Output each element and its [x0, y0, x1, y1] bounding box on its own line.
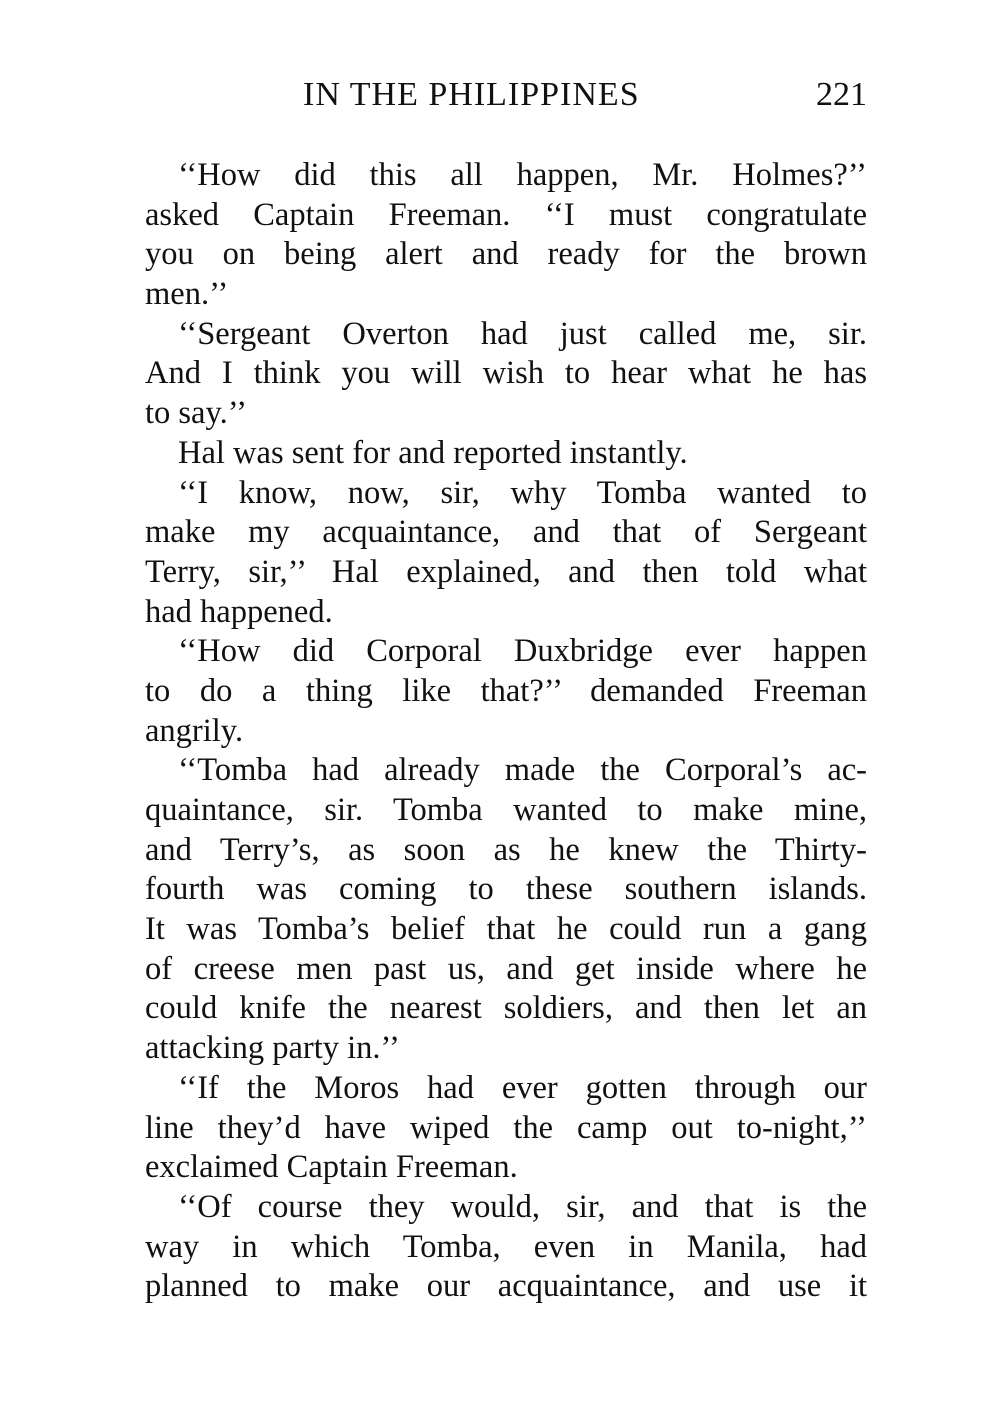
text-line: and Terry’s, as soon as he knew the Thirty-	[145, 831, 867, 868]
text-line: asked Captain Freeman. ‘‘I must congratulate	[145, 196, 867, 233]
body-text	[145, 156, 867, 1307]
text-line: ‘‘If the Moros had ever gotten through our	[178, 1069, 867, 1106]
text-line: make my acquaintance, and that of Sergeant	[145, 514, 867, 551]
text-line: Terry, sir,’’ Hal explained, and then told what	[145, 553, 867, 590]
running-title: IN THE PHILIPPINES	[303, 76, 640, 113]
text-line: you on being alert and ready for the brown	[145, 236, 867, 273]
text-line: ‘‘Tomba had already made the Corporal’s ac-	[178, 752, 867, 789]
page-number: 221	[816, 76, 867, 113]
text-line: attacking party in.’’	[145, 1030, 400, 1067]
text-line: angrily.	[145, 712, 244, 749]
text-line: to say.’’	[145, 395, 247, 432]
text-line: Hal was sent for and reported instantly.	[178, 434, 688, 471]
text-line: ‘‘How did Corporal Duxbridge ever happen	[178, 633, 867, 670]
text-line: quaintance, sir. Tomba wanted to make mine,	[145, 792, 867, 828]
text-line: planned to make our acquaintance, and use it	[145, 1268, 867, 1305]
text-line: ‘‘How did this all happen, Mr. Holmes?’’	[178, 157, 867, 193]
text-line: And I think you will wish to hear what he has	[145, 355, 867, 392]
text-line: ‘‘Of course they would, sir, and that is the	[178, 1188, 867, 1225]
running-head	[145, 70, 867, 120]
text-line: had happened.	[145, 593, 333, 630]
text-line: to do a thing like that?’’ demanded Freeman	[145, 672, 867, 709]
text-line: exclaimed Captain Freeman.	[145, 1149, 518, 1186]
text-line: It was Tomba’s belief that he could run a gang	[145, 911, 867, 948]
text-line: men.’’	[145, 276, 229, 313]
text-line: ‘‘I know, now, sir, why Tomba wanted to	[178, 474, 867, 511]
text-line: ‘‘Sergeant Overton had just called me, sir.	[178, 315, 867, 352]
text-line: way in which Tomba, even in Manila, had	[145, 1228, 867, 1265]
text-line: fourth was coming to these southern islands.	[145, 871, 867, 908]
text-line: of creese men past us, and get inside where he	[145, 950, 867, 987]
text-line: line they’d have wiped the camp out to-night,’’	[145, 1109, 867, 1146]
text-line: could knife the nearest soldiers, and then let an	[145, 990, 867, 1027]
